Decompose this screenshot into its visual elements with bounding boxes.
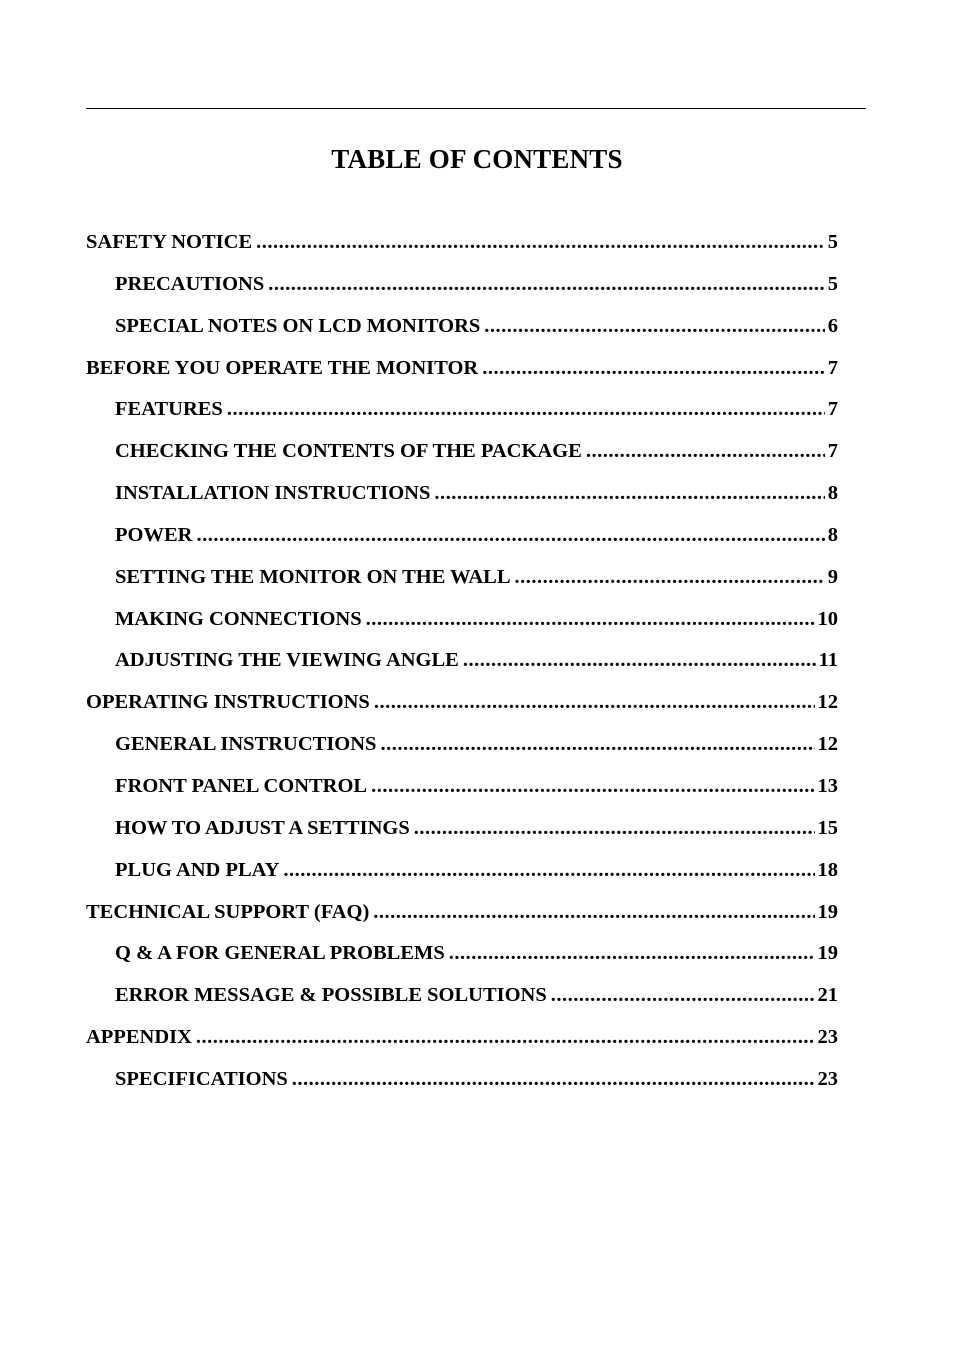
toc-entry[interactable]: [86, 348, 838, 390]
toc-dot-leader: [515, 557, 825, 599]
toc-entry-label: HOW TO ADJUST A SETTINGS: [115, 816, 410, 839]
toc-dot-leader: [380, 724, 814, 766]
toc-entry-page-number: 8: [827, 523, 838, 546]
toc-dot-leader: [482, 348, 825, 390]
toc-entry[interactable]: [86, 724, 838, 766]
toc-dot-leader: [551, 975, 815, 1017]
toc-dot-leader: [227, 389, 825, 431]
toc-entry[interactable]: [86, 975, 838, 1017]
toc-entry-page-number: 12: [817, 733, 838, 756]
toc-dot-leader: [374, 682, 815, 724]
toc-entry-page-number: 11: [818, 649, 838, 672]
toc-entry-label: TECHNICAL SUPPORT (FAQ): [86, 900, 370, 923]
toc-entry-label: Q & A FOR GENERAL PROBLEMS: [115, 942, 445, 965]
toc-entry-label: SETTING THE MONITOR ON THE WALL: [115, 565, 511, 588]
toc-entry-label: PRECAUTIONS: [115, 272, 265, 295]
toc-dot-leader: [463, 640, 816, 682]
toc-entry[interactable]: [86, 933, 838, 975]
toc-entry-label: SPECIAL NOTES ON LCD MONITORS: [115, 314, 481, 337]
toc-dot-leader: [196, 1017, 815, 1059]
toc-entry-label: APPENDIX: [86, 1026, 192, 1049]
toc-entry-page-number: 7: [827, 440, 838, 463]
toc-entry-page-number: 23: [817, 1067, 838, 1090]
toc-entry-label: CHECKING THE CONTENTS OF THE PACKAGE: [115, 440, 582, 463]
toc-entry[interactable]: [86, 766, 838, 808]
toc-entry-label: GENERAL INSTRUCTIONS: [115, 733, 377, 756]
toc-entry-page-number: 6: [827, 314, 838, 337]
toc-entry-page-number: 12: [817, 691, 838, 714]
toc-dot-leader: [434, 473, 824, 515]
toc-entry[interactable]: [86, 682, 838, 724]
table-of-contents: [86, 222, 838, 1101]
toc-dot-leader: [268, 264, 825, 306]
toc-entry-page-number: 13: [817, 774, 838, 797]
toc-dot-leader: [414, 808, 815, 850]
toc-entry[interactable]: [86, 431, 838, 473]
toc-entry-label: FEATURES: [115, 398, 223, 421]
toc-dot-leader: [256, 222, 825, 264]
toc-dot-leader: [449, 933, 815, 975]
toc-entry-page-number: 5: [827, 272, 838, 295]
toc-entry-page-number: 9: [827, 565, 838, 588]
header-rule: [86, 108, 866, 109]
toc-entry-label: ERROR MESSAGE & POSSIBLE SOLUTIONS: [115, 984, 547, 1007]
page-title: TABLE OF CONTENTS: [331, 144, 623, 174]
toc-entry-page-number: 18: [817, 858, 838, 881]
toc-entry-page-number: 23: [817, 1026, 838, 1049]
toc-entry[interactable]: [86, 808, 838, 850]
toc-entry[interactable]: [86, 222, 838, 264]
toc-dot-leader: [292, 1059, 815, 1101]
toc-entry-page-number: 15: [817, 816, 838, 839]
toc-entry[interactable]: [86, 1017, 838, 1059]
toc-entry-label: ADJUSTING THE VIEWING ANGLE: [115, 649, 459, 672]
toc-entry-page-number: 19: [817, 900, 838, 923]
toc-entry[interactable]: [86, 557, 838, 599]
toc-entry[interactable]: [86, 850, 838, 892]
toc-entry[interactable]: [86, 599, 838, 641]
toc-entry[interactable]: [86, 264, 838, 306]
toc-entry[interactable]: [86, 473, 838, 515]
toc-entry-label: PLUG AND PLAY: [115, 858, 280, 881]
toc-entry[interactable]: [86, 389, 838, 431]
toc-entry-page-number: 5: [827, 231, 838, 253]
toc-entry-page-number: 19: [817, 942, 838, 965]
toc-dot-leader: [484, 306, 824, 348]
toc-entry-page-number: 8: [827, 482, 838, 505]
toc-entry-page-number: 21: [817, 984, 838, 1007]
toc-entry-label: MAKING CONNECTIONS: [115, 607, 362, 630]
toc-dot-leader: [196, 515, 824, 557]
toc-entry[interactable]: [86, 892, 838, 934]
toc-entry-label: FRONT PANEL CONTROL: [115, 774, 368, 797]
toc-entry-page-number: 7: [827, 356, 838, 379]
toc-dot-leader: [366, 599, 815, 641]
toc-entry-page-number: 10: [817, 607, 838, 630]
toc-entry[interactable]: [86, 1059, 838, 1101]
toc-entry[interactable]: [86, 515, 838, 557]
toc-entry-label: SPECIFICATIONS: [115, 1067, 288, 1090]
toc-dot-leader: [283, 850, 814, 892]
toc-entry[interactable]: [86, 640, 838, 682]
toc-entry[interactable]: [86, 306, 838, 348]
toc-dot-leader: [371, 766, 814, 808]
toc-entry-label: OPERATING INSTRUCTIONS: [86, 691, 370, 714]
toc-entry-page-number: 7: [827, 398, 838, 421]
toc-entry-label: INSTALLATION INSTRUCTIONS: [115, 482, 431, 505]
toc-entry-label: BEFORE YOU OPERATE THE MONITOR: [86, 356, 479, 379]
toc-entry-label: SAFETY NOTICE: [86, 231, 253, 253]
toc-dot-leader: [586, 431, 825, 473]
toc-entry-label: POWER: [115, 523, 193, 546]
toc-dot-leader: [373, 892, 814, 934]
